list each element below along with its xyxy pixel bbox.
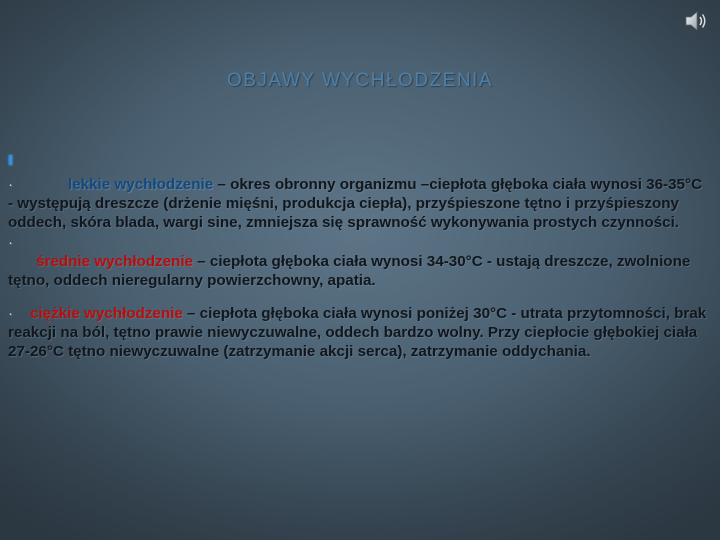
item-text-severe: – ciepłota głęboka ciała wynosi poniżej 30°C - utrata przytomności, brak reakcji na ból, tętno prawie niewyczuwalne, oddech bardzo wolny. Przy ciepłocie głębokiej ciała 27-26°C tętno niewyczuwalne (zatrzymanie akcji serca), zatrzymanie oddychania. (8, 305, 707, 361)
slide-body (8, 175, 708, 362)
term-medium: średnie wychłodzenie (36, 252, 193, 270)
list-item-severe (8, 304, 708, 362)
speaker-icon[interactable] (683, 8, 709, 34)
item-text-medium: – ciepłota głęboka ciała wynosi 34-30°C - ustają dreszcze, zwolnione tętno, oddech nieregularny powierzchowny, apatia. (8, 252, 691, 289)
list-item-light (8, 175, 708, 233)
bullet: · (8, 176, 14, 193)
term-severe: ciężkie wychłodzenie (30, 305, 183, 323)
term-light: lekkie wychłodzenie (68, 176, 214, 193)
text-cursor-marker (9, 155, 12, 165)
list-item-medium (8, 252, 708, 290)
slide-title: OBJAWY WYCHŁODZENIA (226, 70, 494, 91)
bullet: · (8, 233, 14, 251)
item-text-light: – okres obronny organizmu –ciepłota głęboka ciała wynosi 36-35°C - występują dreszcze (drżenie mięśni, produkcja ciepła), przyśpieszone tętno i przyśpieszony oddech, skóra blada, wargi sine, zmniejsza się sprawność wykonywania prostych czynności. (8, 176, 703, 232)
bullet: · (8, 305, 14, 323)
bullet-line (8, 233, 708, 252)
spacer (8, 290, 708, 304)
